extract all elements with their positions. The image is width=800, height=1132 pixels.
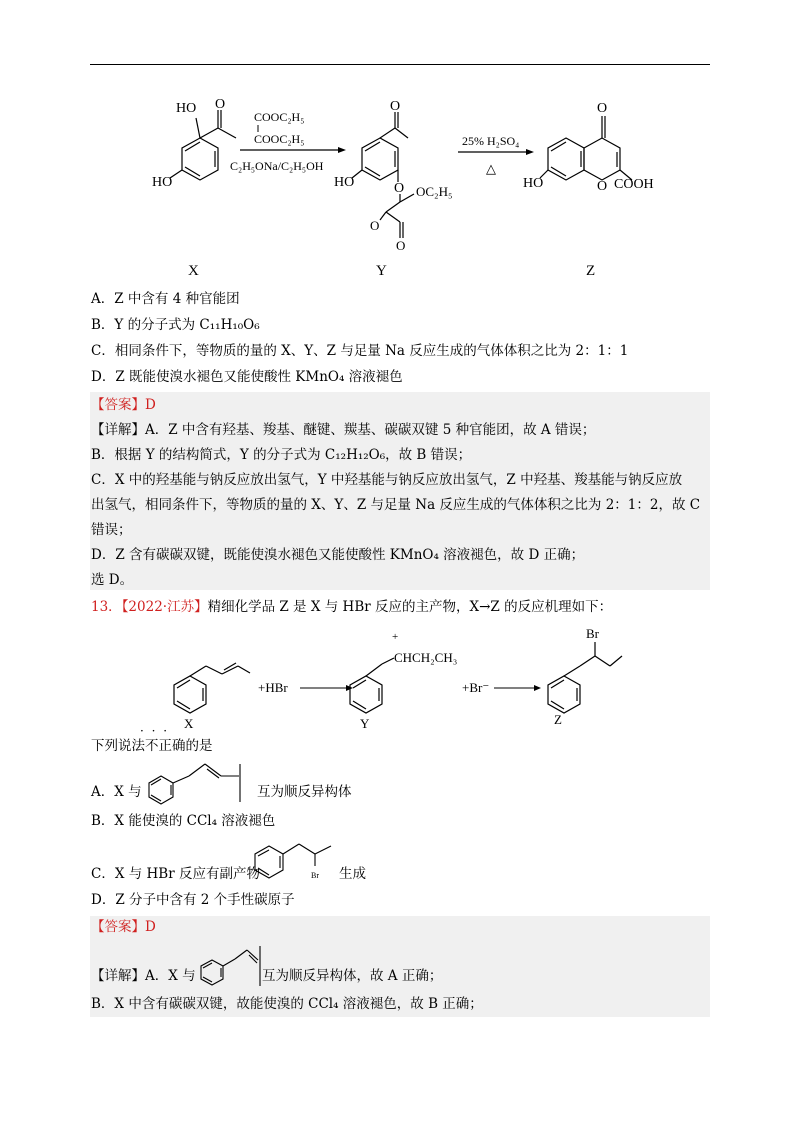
q13-stem [91,598,612,616]
q13-detail-a-pre [91,967,196,985]
q13-option-a-post: 互为顺反异构体 [257,784,352,800]
detail-text: A．Z 中含有羟基、羧基、醚键、羰基、碳碳双键 5 种官能团，故 A 错误； [145,422,596,438]
q13-detail-a-post: 互为顺反异构体，故 A 正确； [262,968,443,984]
z-hydroxyl: HO [523,176,544,191]
q13-option-b: B．X 能使溴的 CCl₄ 溶液褪色 [91,813,276,829]
q12-detail-4: 出氢气，相同条件下，等物质的量的 X、Y、Z 与足量 Na 反应生成的气体体积之比为 2：1：2，故 C [91,497,701,513]
molecule-Y [352,112,414,238]
cis-isomer-structure [143,760,255,806]
molecule-X-styrene [174,663,250,713]
q13-answer [91,918,156,936]
x-hydroxyl-1: HO [176,101,197,116]
detail-tag: 【详解】 [91,422,145,438]
mech-label-X: X [184,716,194,730]
product-bromine: Br [586,626,599,641]
plus-bromide: +Br⁻ [462,680,490,695]
q13-option-c-post: 生成 [339,866,366,882]
cation-chain: CHCH₂CH₃ [394,650,458,665]
molecule-Z-product [548,642,622,713]
molecule-Z [540,116,632,180]
z-ring-o: O [597,179,608,194]
label-Y: Y [376,263,387,279]
side-product-structure [253,836,339,882]
z-carboxyl: COOH [614,177,654,192]
q12-detail-5: 错误； [91,522,132,538]
detail-a-text: A．X 与 [145,968,196,984]
y-oxalyl-o-2: O [396,238,406,253]
y-hydroxyl: HO [334,175,355,190]
mech-label-Y: Y [360,716,370,730]
answer-tag: 【答案】 [91,919,145,935]
q13-option-d: D．Z 分子中含有 2 个手性碳原子 [91,892,295,908]
reagent-ester-2: COOC₂H₅ [254,132,305,146]
q13-option-c-pre: C．X 与 HBr 反应有副产物 [91,866,260,882]
x-carbonyl-o: O [215,97,226,112]
q12-option-c: C．相同条件下，等物质的量的 X、Y、Z 与足量 Na 反应生成的气体体积之比为 2：1：1 [91,343,629,359]
question-source: 【2022·江苏】 [121,599,208,615]
answer-value: D [145,919,156,935]
z-carbonyl-o: O [597,101,608,116]
q12-option-a: A．Z 中含有 4 种官能团 [91,291,240,307]
plus-hbr: +HBr [258,680,288,695]
y-oxalyl-o-1: O [370,218,380,233]
x-hydroxyl-2: HO [152,175,173,190]
molecule-X [170,110,236,180]
q13-detail-b: B．X 中含有碳碳双键，故能使溴的 CCl₄ 溶液褪色，故 B 正确； [91,996,483,1012]
q13-mechanism-scheme [90,620,710,730]
y-carbonyl-o: O [390,99,401,114]
answer-value: D [145,397,156,413]
heat-symbol: △ [486,161,496,176]
reagent-base-solvent: C₂H₅ONa/C₂H₅OH [230,159,324,173]
q13-question: 下列说法不正确的是 [91,738,213,754]
q12-detail-2: B．根据 Y 的结构简式，Y 的分子式为 C₁₂H₁₂O₆，故 B 错误； [91,447,472,463]
cation-plus: + [392,631,399,643]
detail-cis-isomer-structure [198,944,262,988]
detail-tag: 【详解】 [91,968,145,984]
reagent-ester-1: COOC₂H₅ [254,110,305,124]
label-Z: Z [586,263,596,279]
header-rule [90,64,710,65]
question-stem: 精细化学品 Z 是 X 与 HBr 反应的主产物，X→Z 的反应机理如下： [207,599,613,615]
answer-tag: 【答案】 [91,397,145,413]
y-ethoxy: OC₂H₅ [416,184,453,199]
q12-detail-7: 选 D。 [91,572,134,588]
q12-detail-6: D．Z 含有碳碳双键，既能使溴水褪色又能使酸性 KMnO₄ 溶液褪色，故 D 正确； [91,547,585,563]
q12-detail-1 [91,421,595,439]
q13-option-a-pre: A．X 与 [91,784,142,800]
q12-detail-3: C．X 中的羟基能与钠反应放出氢气，Y 中羟基能与钠反应放出氢气，Z 中羟基、羧基能与钠反应放 [91,472,683,488]
q12-reaction-scheme [90,90,710,285]
q12-option-b: B．Y 的分子式为 C₁₁H₁₀O₆ [91,317,260,333]
emphasis-dots: · · · [140,724,170,738]
label-X: X [188,263,199,279]
question-number: 13． [91,599,122,615]
q12-option-d: D．Z 既能使溴水褪色又能使酸性 KMnO₄ 溶液褪色 [91,369,403,385]
q12-answer [91,396,156,414]
side-product-bromine: Br [311,871,319,880]
y-ether-o: O [394,181,405,196]
mech-label-Z: Z [554,712,562,727]
reagent-sulfuric-acid: 25% H₂SO₄ [462,134,520,148]
molecule-Y-cation [350,658,394,713]
